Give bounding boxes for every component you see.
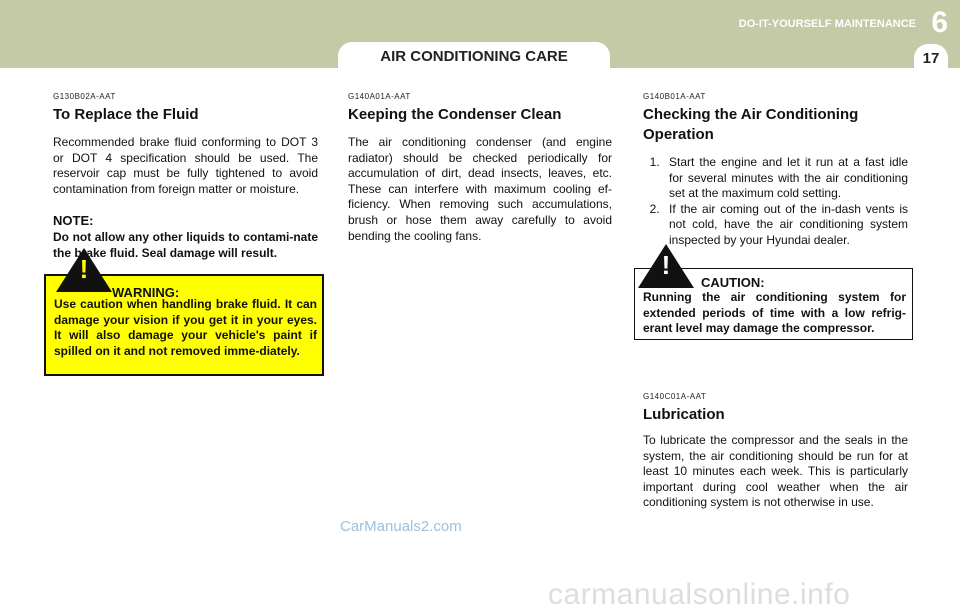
column-lubrication [643, 392, 908, 511]
exclamation-icon: ! [661, 250, 671, 280]
step-item: 1. Start the engine and let it run at a fast idle for several minutes with the air conditioning set at the maximum cold setting. [663, 155, 908, 202]
steps-list [643, 155, 908, 249]
caution-text: Running the air conditioning system for extended periods of time with a low refrig-erant level may damage the compressor. [643, 290, 906, 336]
section-body: The air conditioning condenser (and engine radiator) should be checked periodically for accumulation of dirt, dead insects, leaves, etc. These can interfere with maximum cooling ef-ficiency. When removing such accumulations, brush or hose them away carefully to avoid bending the cooling fans. [348, 135, 612, 243]
column-condenser [348, 92, 612, 244]
section-code: G140C01A-AAT [643, 392, 707, 401]
section-code: G140B01A-AAT [643, 92, 706, 101]
section-tab-title: AIR CONDITIONING CARE [338, 42, 610, 72]
section-body: Recommended brake fluid conforming to DOT 3 or DOT 4 specification should be used. The reservoir cap must be fully tightened to avoid contamination from foreign matter or moisture. [53, 135, 318, 196]
section-code: G130B02A-AAT [53, 92, 116, 101]
note-title: NOTE: [53, 213, 94, 229]
watermark-carmanuals2[interactable]: CarManuals2.com [340, 518, 462, 535]
column-ac-operation [643, 92, 908, 249]
section-title: Checking the Air Conditioning Operation [643, 106, 859, 143]
caution-title: CAUTION: [701, 275, 765, 290]
step-item: 2. If the air coming out of the in-dash vents is not cold, have the air conditioning system inspected by your Hyundai dealer. [663, 202, 908, 249]
chapter-label: DO-IT-YOURSELF MAINTENANCE [738, 18, 916, 30]
page-number: 17 [914, 44, 948, 72]
section-title: Lubrication [643, 406, 725, 423]
section-body: To lubricate the compressor and the seals in the system, the air conditioning should be run for at least 10 minutes each week. This is particularly important during cool weather when the air conditioning system is not otherwise in use. [643, 433, 908, 510]
chapter-number: 6 [931, 6, 948, 39]
column-brake-fluid [53, 92, 318, 262]
watermark-carmanualsonline: carmanualsonline.info [548, 578, 851, 611]
note-text: Do not allow any other liquids to contami-nate the brake fluid. Seal damage will result. [53, 230, 318, 260]
section-title: Keeping the Condenser Clean [348, 106, 562, 123]
warning-text: Use caution when handling brake fluid. It can damage your vision if you get it in your eyes. It will also damage your vehicle's paint if spilled on it and not removed imme-diately. [54, 297, 317, 358]
section-title: To Replace the Fluid [53, 106, 199, 123]
exclamation-icon: ! [79, 254, 89, 284]
section-code: G140A01A-AAT [348, 92, 411, 101]
warning-title: WARNING: [112, 285, 180, 300]
